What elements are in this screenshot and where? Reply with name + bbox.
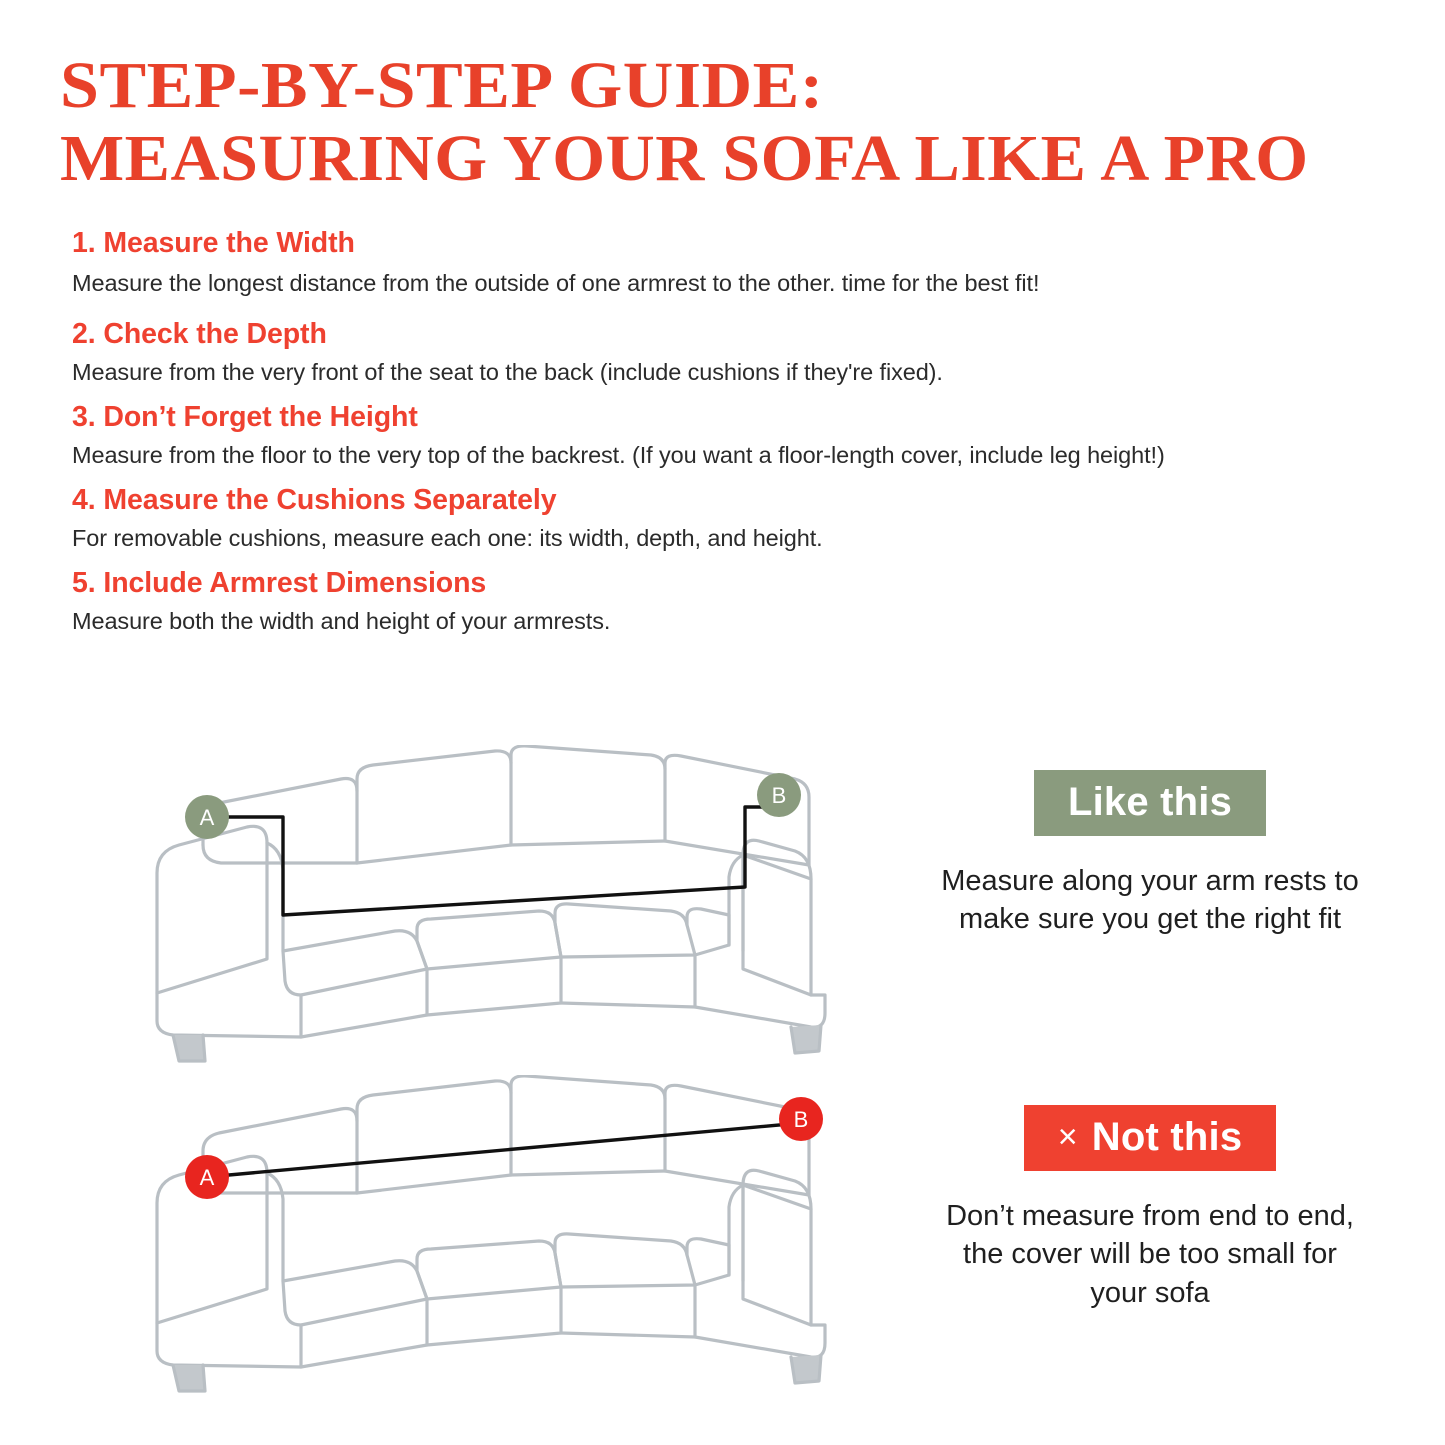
marker-b-label: B [793, 1107, 809, 1132]
step-item [64, 567, 1387, 636]
marker-a-correct [185, 795, 229, 839]
marker-b-incorrect [779, 1097, 823, 1141]
page-title [0, 0, 1445, 196]
title-line-2: MEASURING YOUR SOFA LIKE A PRO [60, 122, 1309, 196]
callout-incorrect [915, 1105, 1385, 1312]
step-heading: 1. Measure the Width [72, 226, 355, 259]
step-body: Measure from the floor to the very top of the backrest. (If you want a floor-length cover, include leg height!) [72, 441, 1165, 468]
step-heading: 3. Don’t Forget the Height [72, 400, 418, 433]
marker-a-label: A [199, 1165, 215, 1190]
close-icon: × [1057, 1118, 1078, 1156]
step-item [64, 227, 1387, 298]
measure-line-correct [207, 807, 779, 915]
title-line-1: STEP-BY-STEP GUIDE: [60, 49, 824, 122]
callout-correct-caption: Measure along your arm rests to make sure you get the right fit [941, 865, 1359, 936]
step-item [64, 318, 1387, 387]
illustrations-section [0, 735, 1445, 1445]
sofa-correct-svg [95, 745, 885, 1065]
sofa-diagram-correct [95, 745, 885, 1070]
step-body: Measure both the width and height of your armrests. [72, 607, 611, 634]
step-body: For removable cushions, measure each one: its width, depth, and height. [72, 524, 823, 551]
step-body: Measure the longest distance from the outside of one armrest to the other. time for the best fit! [72, 269, 1040, 296]
measure-line-incorrect [207, 1123, 801, 1177]
step-heading: 2. Check the Depth [72, 317, 327, 350]
marker-a-incorrect [185, 1155, 229, 1199]
marker-b-label: B [771, 783, 787, 808]
callout-correct [915, 770, 1385, 939]
marker-a-label: A [199, 805, 215, 830]
callout-correct-banner-label: Like this [1067, 780, 1233, 824]
step-body: Measure from the very front of the seat to the back (include cushions if they're fixed). [72, 358, 943, 385]
callout-incorrect-caption: Don’t measure from end to end, the cover will be too small for your sofa [946, 1200, 1354, 1309]
step-item [64, 484, 1387, 553]
steps-list [0, 193, 1445, 636]
marker-b-correct [757, 773, 801, 817]
step-heading: 4. Measure the Cushions Separately [72, 483, 557, 516]
callout-incorrect-banner [1024, 1105, 1277, 1171]
sofa-diagram-incorrect [95, 1075, 885, 1400]
step-heading: 5. Include Armrest Dimensions [72, 566, 487, 599]
sofa-incorrect-svg [95, 1075, 885, 1395]
callout-correct-banner [1034, 770, 1266, 836]
callout-incorrect-banner-label: Not this [1091, 1115, 1243, 1159]
step-item [64, 401, 1387, 470]
